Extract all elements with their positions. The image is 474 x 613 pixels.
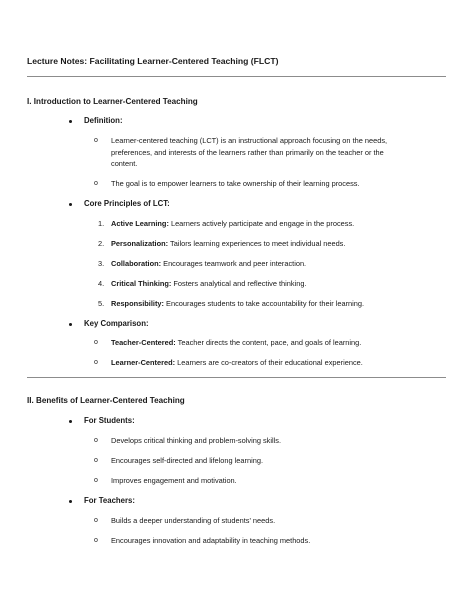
list-number: 2.	[98, 239, 105, 248]
circle-bullet-icon: o	[94, 437, 98, 444]
list-item: Improves engagement and motivation.	[111, 476, 237, 485]
list-item	[111, 358, 363, 367]
list-number: 1.	[98, 219, 105, 228]
circle-bullet-icon: o	[94, 339, 98, 346]
text-line: preferences, and interests of the learners rather than primarily on the teacher or the	[111, 147, 384, 157]
term: Active Learning:	[111, 219, 169, 228]
description: Encourages teamwork and peer interaction.	[161, 259, 307, 268]
description: Teacher directs the content, pace, and goals of learning.	[175, 338, 362, 347]
section-heading: II. Benefits of Learner-Centered Teaching	[27, 396, 185, 405]
circle-bullet-icon: o	[94, 517, 98, 524]
circle-bullet-icon: o	[94, 457, 98, 464]
term: Learner-Centered:	[111, 358, 176, 367]
description: Fosters analytical and reflective thinking.	[171, 279, 307, 288]
bullet-icon	[69, 323, 72, 326]
description: Tailors learning experiences to meet individual needs.	[168, 239, 346, 248]
divider	[27, 76, 446, 77]
list-item	[111, 279, 307, 288]
bullet-icon	[69, 420, 72, 423]
list-item: Builds a deeper understanding of students' needs.	[111, 516, 276, 525]
circle-bullet-icon: o	[94, 477, 98, 484]
bullet-label: Core Principles of LCT:	[84, 199, 170, 208]
bullet-label: Key Comparison:	[84, 319, 149, 328]
list-item: Encourages self-directed and lifelong learning.	[111, 456, 264, 465]
circle-bullet-icon: o	[94, 537, 98, 544]
divider	[27, 377, 446, 378]
list-item: Develops critical thinking and problem-solving skills.	[111, 436, 282, 445]
list-item	[111, 239, 345, 248]
list-item	[111, 338, 361, 347]
list-item	[111, 259, 306, 268]
list-item	[111, 136, 387, 171]
description: Learners actively participate and engage in the process.	[168, 219, 355, 228]
text-line: content.	[111, 159, 138, 168]
list-item: Encourages innovation and adaptability in teaching methods.	[111, 536, 311, 545]
bullet-icon	[69, 203, 72, 206]
list-number: 5.	[98, 299, 105, 308]
term: Responsibility:	[111, 299, 164, 308]
description: Learners are co-creators of their educational experience.	[175, 358, 363, 367]
term: Personalization:	[111, 239, 169, 248]
section-heading: I. Introduction to Learner-Centered Teaching	[27, 97, 198, 106]
term: Teacher-Centered:	[111, 338, 176, 347]
list-item	[111, 219, 354, 228]
text-line: Learner-centered teaching (LCT) is an instructional approach focusing on the needs,	[111, 136, 388, 145]
circle-bullet-icon: o	[94, 137, 98, 144]
description: Encourages students to take accountability for their learning.	[163, 299, 365, 308]
list-number: 4.	[98, 279, 105, 288]
term: Critical Thinking:	[111, 279, 172, 288]
bullet-icon	[69, 500, 72, 503]
list-number: 3.	[98, 259, 105, 268]
list-item: The goal is to empower learners to take ownership of their learning process.	[111, 179, 360, 188]
document-title: Lecture Notes: Facilitating Learner-Centered Teaching (FLCT)	[27, 56, 279, 66]
list-item	[111, 299, 364, 308]
circle-bullet-icon: o	[94, 180, 98, 187]
bullet-icon	[69, 120, 72, 123]
bullet-label: For Students:	[84, 416, 135, 425]
bullet-label: For Teachers:	[84, 496, 135, 505]
term: Collaboration:	[111, 259, 162, 268]
bullet-label: Definition:	[84, 116, 123, 125]
circle-bullet-icon: o	[94, 359, 98, 366]
